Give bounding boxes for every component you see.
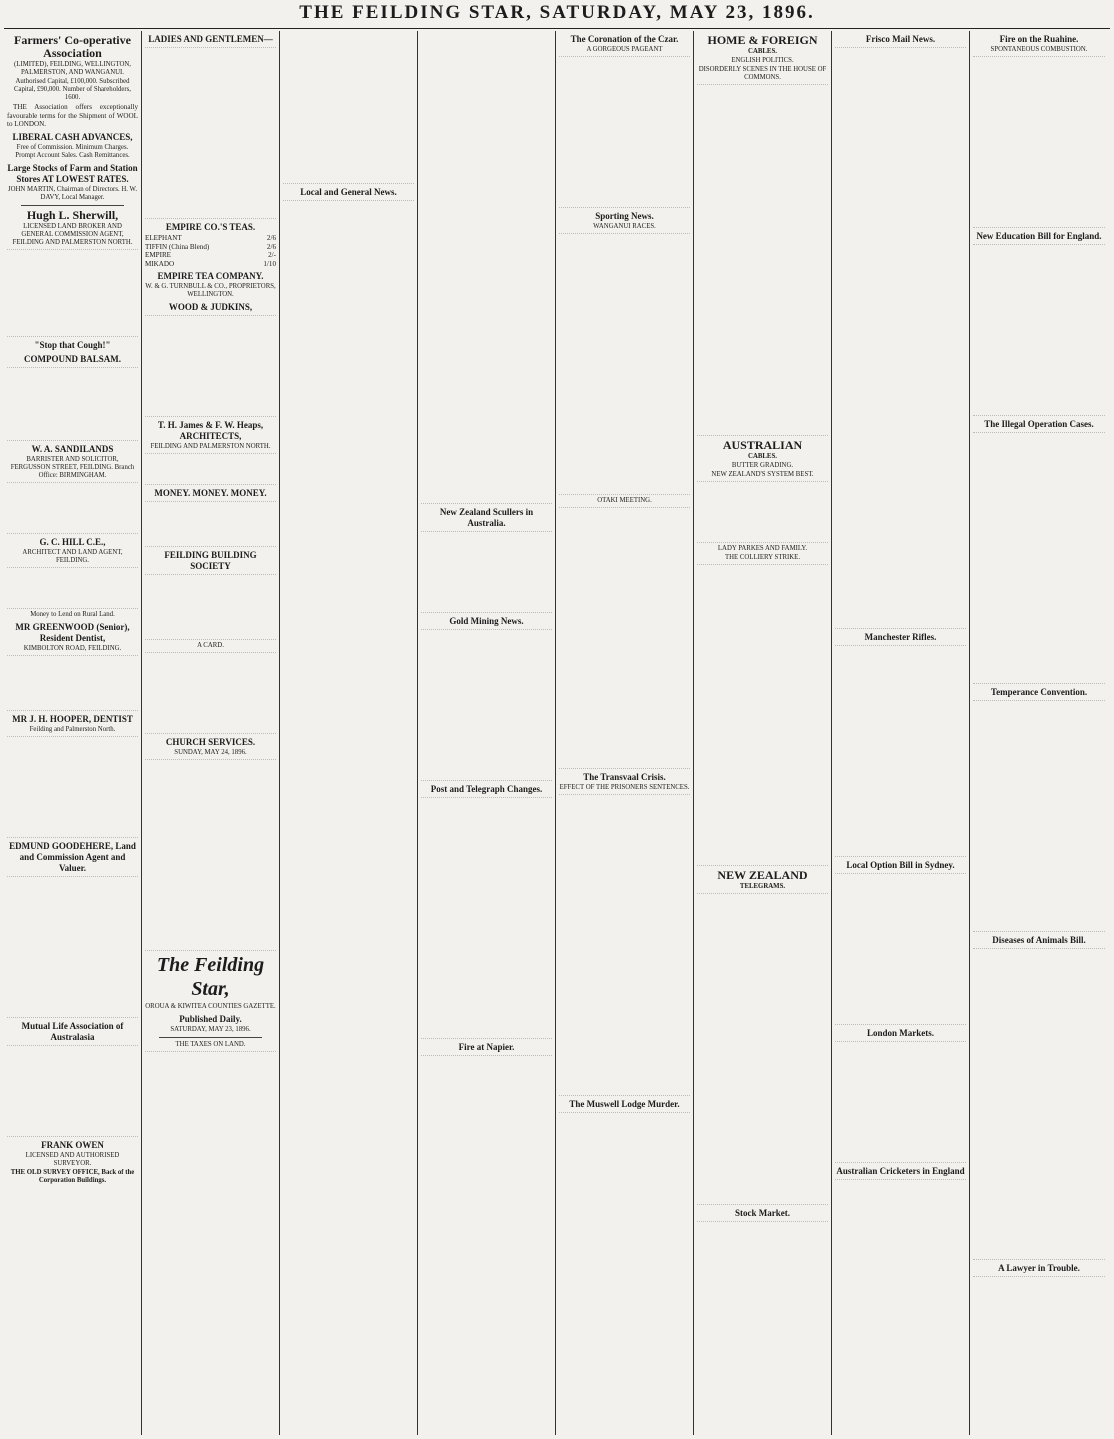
- column-1: [4, 31, 142, 1435]
- article-continued: [283, 33, 414, 184]
- lady-parkes-sub: LADY PARKES AND FAMILY.: [717, 545, 808, 552]
- greenwood-heading: MR GREENWOOD (Senior), Resident Dentist,: [15, 621, 130, 643]
- local-option-heading: Local Option Bill in Sydney.: [846, 860, 955, 870]
- article-body: [835, 1179, 966, 1380]
- article-body: [973, 700, 1105, 932]
- new-zealand-heading: NEW ZEALAND: [717, 868, 808, 882]
- column-4: [418, 31, 556, 1435]
- article-body: [421, 1055, 552, 1406]
- manchester-rifles-heading: Manchester Rifles.: [864, 632, 937, 642]
- hill-heading: G. C. HILL C.E.,: [39, 536, 106, 547]
- advert-text-block: [145, 501, 276, 547]
- article-body: [421, 629, 552, 781]
- wood-judkins-heading: WOOD & JUDKINS,: [168, 302, 253, 313]
- leader-article-body: [145, 1051, 276, 1382]
- advert-text-block: [7, 367, 138, 441]
- tea-price-row: ELEPHANT 2/6: [145, 234, 276, 242]
- hill-body: ARCHITECT AND LAND AGENT, FEILDING.: [22, 548, 123, 564]
- lawyer-trouble-heading: A Lawyer in Trouble.: [998, 1263, 1080, 1273]
- advert-text-block: [7, 876, 138, 1018]
- australian-cables-sub: CABLES.: [748, 453, 777, 460]
- article-body: [835, 47, 966, 629]
- advert-text-block: [7, 249, 138, 337]
- home-foreign-heading: HOME & FOREIGN: [707, 33, 818, 47]
- gold-mining-heading: Gold Mining News.: [449, 616, 524, 626]
- education-bill-heading: New Education Bill for England.: [976, 231, 1102, 241]
- coronation-sub: A GORGEOUS PAGEANT: [586, 46, 663, 53]
- post-telegraph-heading: Post and Telegraph Changes.: [430, 784, 543, 794]
- advert-text-block: [7, 482, 138, 534]
- race-results: [559, 233, 690, 495]
- sherwill-body: LICENSED LAND BROKER AND GENERAL COMMISSION AGENT, FEILDING AND PALMERSTON NORTH.: [12, 222, 133, 246]
- goodehere-heading: EDMUND GOODEHERE, Land and Commission Agent and Valuer.: [9, 840, 136, 873]
- issue-date: SATURDAY, MAY 23, 1896.: [170, 1026, 251, 1034]
- australian-heading: AUSTRALIAN: [722, 438, 803, 452]
- owen-body: LICENSED AND AUTHORISED SURVEYOR.: [25, 1151, 120, 1167]
- transvaal-sub: EFFECT OF THE PRISONERS SENTENCES.: [559, 784, 690, 791]
- stock-market-heading: Stock Market.: [735, 1208, 790, 1218]
- money-heading: MONEY. MONEY. MONEY.: [154, 488, 267, 499]
- article-body: [421, 797, 552, 1039]
- column-8: [970, 31, 1108, 1435]
- gazette-sub: OROUA & KIWITEA COUNTIES GAZETTE.: [145, 1003, 276, 1011]
- directors-names: JOHN MARTIN, Chairman of Directors. H. W. DAVY, Local Manager.: [7, 185, 138, 201]
- article-body: [559, 1112, 690, 1353]
- article-body: [835, 1041, 966, 1163]
- feilding-star-masthead: The Feilding Star,: [156, 954, 265, 1001]
- illegal-operation-heading: The Illegal Operation Cases.: [984, 419, 1094, 429]
- empire-teas-heading: EMPIRE CO.'S TEAS.: [165, 222, 256, 232]
- published-daily: Published Daily.: [179, 1014, 242, 1025]
- tea-price-row: MIKADO 1/10: [145, 259, 276, 268]
- column-container: [4, 31, 1110, 1435]
- advert-text-block: [7, 736, 138, 838]
- advert-text-block: [145, 652, 276, 734]
- sporting-news-heading: Sporting News.: [595, 211, 654, 221]
- advert-text-block: [145, 315, 276, 417]
- article-body: [697, 564, 828, 866]
- local-news-body: [283, 200, 414, 1431]
- article-body: [559, 794, 690, 1096]
- article-body: [973, 432, 1105, 684]
- heaps-heading: T. H. James & F. W. Heaps, ARCHITECTS,: [157, 420, 264, 442]
- masthead-rule: [4, 28, 1110, 29]
- article-body: [973, 56, 1105, 228]
- fire-ruahine-heading: Fire on the Ruahine.: [999, 34, 1079, 44]
- farmers-association-sub: (LIMITED), FEILDING, WELLINGTON, PALMERSTON, AND WANGANUI.: [14, 61, 131, 76]
- farm-stores-heading: Large Stocks of Farm and Station Stores AT LOWEST RATES.: [7, 162, 138, 184]
- empire-tea-company-heading: EMPIRE TEA COMPANY.: [157, 271, 264, 282]
- otaki-meeting-sub: OTAKI MEETING.: [597, 497, 652, 504]
- temperance-heading: Temperance Convention.: [990, 687, 1088, 697]
- balsam-heading: COMPOUND BALSAM.: [24, 353, 121, 364]
- article-body: [697, 893, 828, 1205]
- disorderly-scenes-sub: DISORDERLY SCENES IN THE HOUSE OF COMMONS.: [698, 66, 827, 81]
- advert-text-block: [145, 574, 276, 640]
- tea-price-row: TIFFIN (China Blend) 2/6: [145, 242, 276, 251]
- diseases-bill-heading: Diseases of Animals Bill.: [992, 935, 1086, 945]
- card-heading: A CARD.: [197, 642, 224, 650]
- church-listings: [145, 759, 276, 951]
- sherwill-heading: Hugh L. Sherwill,: [26, 207, 119, 222]
- english-politics-sub: ENGLISH POLITICS.: [731, 57, 794, 64]
- leader-title: THE TAXES ON LAND.: [175, 1041, 246, 1049]
- article-body: [697, 1221, 828, 1422]
- frisco-mail-heading: Frisco Mail News.: [865, 34, 936, 44]
- telegrams-sub: TELEGRAMS.: [739, 883, 786, 890]
- article-body: [973, 948, 1105, 1260]
- advert-text-block: [7, 1045, 138, 1137]
- article-body: [835, 873, 966, 1025]
- spontaneous-combustion-sub: SPONTANEOUS COMBUSTION.: [990, 46, 1088, 53]
- page-masthead: THE FEILDING STAR, SATURDAY, MAY 23, 1896.: [299, 2, 815, 23]
- cough-heading: "Stop that Cough!": [34, 339, 111, 350]
- article-body: [697, 84, 828, 436]
- cash-advances-body: Free of Commission. Minimum Charges. Prompt Account Sales. Cash Remittances.: [15, 143, 130, 159]
- divider: [21, 205, 124, 206]
- colliery-strike-sub: THE COLLIERY STRIKE.: [724, 554, 801, 561]
- column-3: [280, 31, 418, 1435]
- mutual-life-heading: Mutual Life Association of Australasia: [21, 1020, 124, 1042]
- london-markets-heading: London Markets.: [866, 1028, 934, 1038]
- wanganui-races-sub: WANGANUI RACES.: [593, 223, 656, 230]
- article-body: [973, 1276, 1105, 1427]
- ladies-heading: LADIES AND GENTLEMEN—: [148, 34, 273, 44]
- greenwood-body: KIMBOLTON ROAD, FEILDING.: [23, 644, 122, 652]
- scullers-heading: New Zealand Scullers in Australia.: [439, 507, 534, 528]
- fire-napier-heading: Fire at Napier.: [458, 1042, 515, 1052]
- divider: [159, 1037, 262, 1038]
- sandilands-heading: W. A. SANDILANDS: [31, 443, 114, 454]
- farmers-association-heading: Farmers' Co-operative Association: [14, 33, 131, 60]
- owen-heading: FRANK OWEN: [41, 1139, 104, 1150]
- advert-text-block: [7, 655, 138, 711]
- cash-advances-heading: LIBERAL CASH ADVANCES,: [12, 131, 133, 142]
- building-society-heading: FEILDING BUILDING SOCIETY: [164, 550, 257, 572]
- tea-price-row: EMPIRE 2/-: [145, 251, 276, 260]
- race-results: [559, 507, 690, 769]
- column-5: [556, 31, 694, 1435]
- rural-land-text: Money to Lend on Rural Land.: [30, 610, 115, 618]
- article-body: [421, 531, 552, 613]
- nz-system-sub: NEW ZEALAND'S SYSTEM BEST.: [711, 471, 814, 478]
- church-services-heading: CHURCH SERVICES.: [165, 737, 256, 748]
- wool-shipment-ad: THE Association offers exceptionally favourable terms for the Shipment of WOOL to LONDON.: [7, 103, 138, 129]
- article-body: [559, 56, 690, 208]
- local-general-news-heading: Local and General News.: [300, 187, 397, 197]
- column-2: [142, 31, 280, 1435]
- transvaal-heading: The Transvaal Crisis.: [583, 772, 666, 782]
- church-services-date: SUNDAY, MAY 24, 1896.: [174, 749, 247, 757]
- cables-sub: CABLES.: [748, 48, 777, 55]
- advert-text-block: [145, 47, 276, 219]
- column-6: [694, 31, 832, 1435]
- article-body: [973, 244, 1105, 416]
- survey-office-text: THE OLD SURVEY OFFICE, Back of the Corporation Buildings.: [10, 1168, 135, 1184]
- heaps-sub: FEILDING AND PALMERSTON NORTH.: [150, 443, 271, 451]
- coronation-heading: The Coronation of the Czar.: [570, 34, 679, 44]
- column-7: [832, 31, 970, 1435]
- turnbull-text: W. & G. TURNBULL & CO., PROPRIETORS, WELLINGTON.: [145, 283, 276, 299]
- hooper-heading: MR J. H. HOOPER, DENTIST: [12, 713, 133, 724]
- advert-text-block: [145, 453, 276, 485]
- hooper-body: Feilding and Palmerston North.: [29, 725, 116, 733]
- tea-price-list: [145, 234, 276, 268]
- muswell-heading: The Muswell Lodge Murder.: [569, 1099, 680, 1109]
- advert-text-block: [7, 567, 138, 609]
- article-body: [697, 481, 828, 543]
- sandilands-body: BARRISTER AND SOLICITOR, FERGUSSON STREET, FEILDING. Branch Office: BIRMINGHAM.: [10, 455, 135, 479]
- article-body: [835, 645, 966, 857]
- article-continued: [421, 33, 552, 504]
- butter-grading-sub: BUTTER GRADING.: [731, 462, 794, 469]
- capital-text: Authorised Capital, £100,000. Subscribed Capital, £90,000. Number of Shareholders, 1600.: [13, 78, 132, 101]
- cricketers-heading: Australian Cricketers in England: [836, 1166, 965, 1176]
